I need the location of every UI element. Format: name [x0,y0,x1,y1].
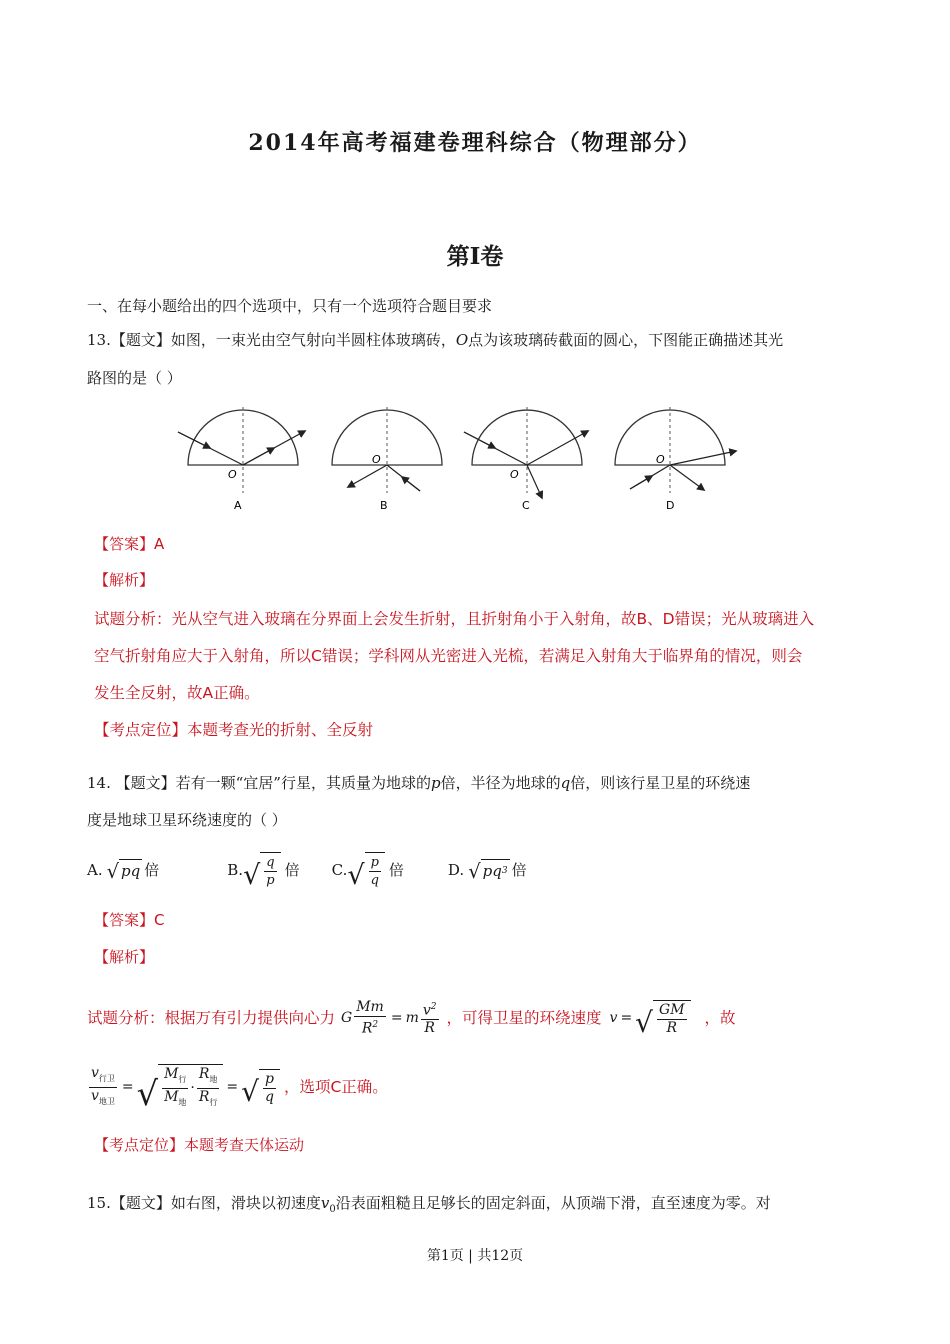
diagram-label: C [522,499,530,512]
option-c: C. √ $\frac{p}{q}$ 倍 [332,852,404,889]
q14-analysis-label: 【解析】 [94,948,155,966]
q14-stem-line2: 度是地球卫星环绕速度的（ ） [87,811,287,829]
q14-options [87,848,877,892]
diagram-a [178,407,305,512]
point-o-label: O [372,453,381,466]
q13-analysis-line3: 发生全反射，故A正确。 [94,684,260,702]
diagram-b [332,407,442,512]
point-o-label: O [656,453,665,466]
option-d: D. √ pq 3 倍 [447,859,527,883]
point-o-label: O [510,468,519,481]
q13-stem-line2: 路图的是（ ） [87,369,182,387]
q14-analysis-line2: $\frac{v_{行卫}}{v_{地卫}}$ = √ $\frac{M_行}{M_地}$ · $\frac{R_地}{R_行}$ = √ $\frac{p}{q}$ ，选项C正确。 [87,1057,877,1117]
q13-analysis-label: 【解析】 [94,571,155,589]
volume-title: 第Ⅰ卷 [446,243,504,270]
diagram-c [464,407,588,512]
diagram-label: A [234,499,242,512]
diagram-label: B [380,499,388,512]
diagram-label: D [666,499,675,512]
q13-key-point: 【考点定位】本题考查光的折射、全反射 [94,721,374,739]
q14-analysis-line1: 试题分析：根据万有引力提供向心力 G $\frac{Mm}{R^2}$ = m $\frac{v^2}{R}$ ，可得卫星的环绕速度 v = √ $\frac{GM}{R}$ ，故 [87,998,736,1039]
q13-analysis-line2: 空气折射角应大于入射角，所以C错误；学科网从光密进入光梳，若满足入射角大于临界角的情况，则会 [94,647,803,665]
option-b: B. √ $\frac{q}{p}$ 倍 [227,852,299,889]
section-heading: 一、在每小题给出的四个选项中，只有一个选项符合题目要求 [87,297,493,315]
q14-key-point: 【考点定位】本题考查天体运动 [94,1136,305,1154]
exam-title: 2014年高考福建卷理科综合（物理部分） [248,130,702,156]
q15-stem-line1: 15.【题文】如右图，滑块以初速度$v_0$沿表面粗糙且足够长的固定斜面，从顶端下滑，直至速度为零。对 [87,1194,771,1215]
q14-answer: 【答案】C [94,911,165,929]
q14-stem-line1: 14. 【题文】若有一颗“宜居”行星，其质量为地球的p倍，半径为地球的q倍，则该行星卫星的环绕速 [87,774,751,792]
q13-stem-line1: 13.【题文】如图，一束光由空气射向半圆柱体玻璃砖，O点为该玻璃砖截面的圆心，下图能正确描述其光 [87,331,784,349]
q13-answer: 【答案】A [94,535,165,553]
q13-analysis-line1: 试题分析：光从空气进入玻璃在分界面上会发生折射，且折射角小于入射角，故B、D错误；光从玻璃进入 [94,610,815,628]
page-footer: 第1页 | 共12页 [426,1248,524,1264]
velocity-formula: v = √ $\frac{GM}{R}$ [610,1000,691,1037]
q13-figure [170,405,770,515]
option-a: A. √ pq 倍 [87,859,160,883]
diagram-d [615,407,736,512]
ratio-formula: $\frac{v_{行卫}}{v_{地卫}}$ = √ $\frac{M_行}{M_地}$ · $\frac{R_地}{R_行}$ = √ $\frac{p}{q}$ [87,1064,280,1111]
gravity-formula: G $\frac{Mm}{R^2}$ = m $\frac{v^2}{R}$ [341,998,437,1037]
point-o-label: O [228,468,237,481]
